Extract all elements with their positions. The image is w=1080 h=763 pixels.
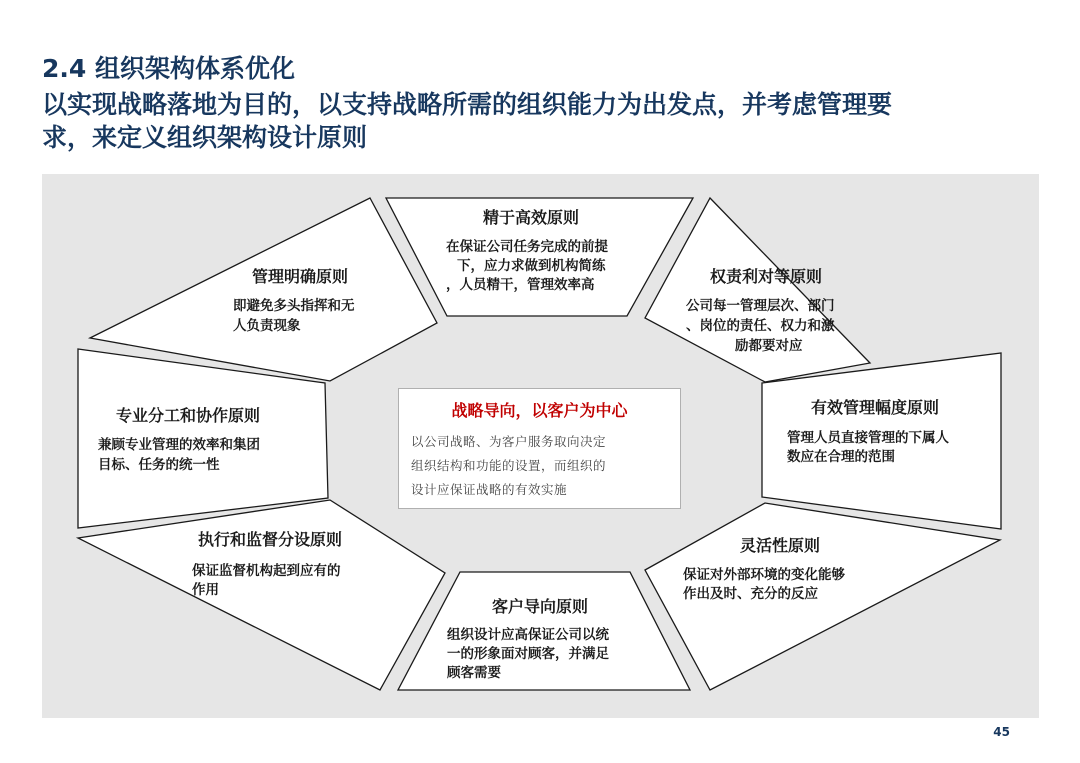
center-text-line: 组织结构和功能的设置，而组织的 <box>411 458 607 473</box>
principle-title-left: 专业分工和协作原则 <box>116 406 261 425</box>
principle-text-left-1: 兼顾专业管理的效率和集团 <box>98 437 260 453</box>
principle-title-top-left: 管理明确原则 <box>252 267 349 286</box>
principle-text-top-2: 下，应力求做到机构简练 <box>457 258 606 274</box>
page-number: 45 <box>993 725 1010 739</box>
center-text-line: 设计应保证战略的有效实施 <box>411 482 568 497</box>
principle-text-top-right-1: 公司每一管理层次、部门 <box>686 298 835 314</box>
page-subtitle-line2: 求，来定义组织架构设计原则 <box>42 123 368 152</box>
center-box <box>398 388 681 509</box>
principle-text-top-3: ，人员精干，管理效率高 <box>446 277 595 293</box>
center-title: 战略导向，以客户为中心 <box>451 401 628 420</box>
page-title: 2.4 组织架构体系优化 <box>42 54 295 83</box>
principle-text-top-left-2: 人负责现象 <box>233 318 301 334</box>
principle-title-bottom-right: 灵活性原则 <box>740 536 821 555</box>
center-text-line: 以公司战略、为客户服务取向决定 <box>411 434 607 449</box>
center-body <box>411 430 606 502</box>
principle-text-bottom-right-1: 保证对外部环境的变化能够 <box>683 567 845 583</box>
principle-text-right-2: 数应在合理的范围 <box>787 449 895 465</box>
principle-text-top-1: 在保证公司任务完成的前提 <box>446 239 608 255</box>
principle-text-right-1: 管理人员直接管理的下属人 <box>787 430 949 446</box>
principle-text-bottom-left-1: 保证监督机构起到应有的 <box>192 563 341 579</box>
page-subtitle-line1: 以实现战略落地为目的，以支持战略所需的组织能力为出发点，并考虑管理要 <box>42 90 893 119</box>
principle-text-left-2: 目标、任务的统一性 <box>98 457 220 473</box>
principle-text-bottom-3: 顾客需要 <box>447 665 501 681</box>
principle-title-bottom-left: 执行和监督分设原则 <box>198 530 343 549</box>
principle-title-bottom: 客户导向原则 <box>492 597 589 616</box>
principle-title-top-right: 权责利对等原则 <box>710 267 823 286</box>
principle-title-top: 精于高效原则 <box>483 208 580 227</box>
principle-title-right: 有效管理幅度原则 <box>811 398 940 417</box>
principle-text-top-right-3: 励都要对应 <box>735 338 803 354</box>
principle-text-bottom-2: 一的形象面对顾客，并满足 <box>447 646 609 662</box>
principle-text-bottom-left-2: 作用 <box>192 582 219 598</box>
principle-text-bottom-right-2: 作出及时、充分的反应 <box>683 586 818 602</box>
principle-text-top-right-2: 、岗位的责任、权力和激 <box>686 318 835 334</box>
shape-top-left <box>90 198 437 381</box>
principle-text-bottom-1: 组织设计应高保证公司以统 <box>447 627 609 643</box>
principle-text-top-left-1: 即避免多头指挥和无 <box>233 298 355 314</box>
